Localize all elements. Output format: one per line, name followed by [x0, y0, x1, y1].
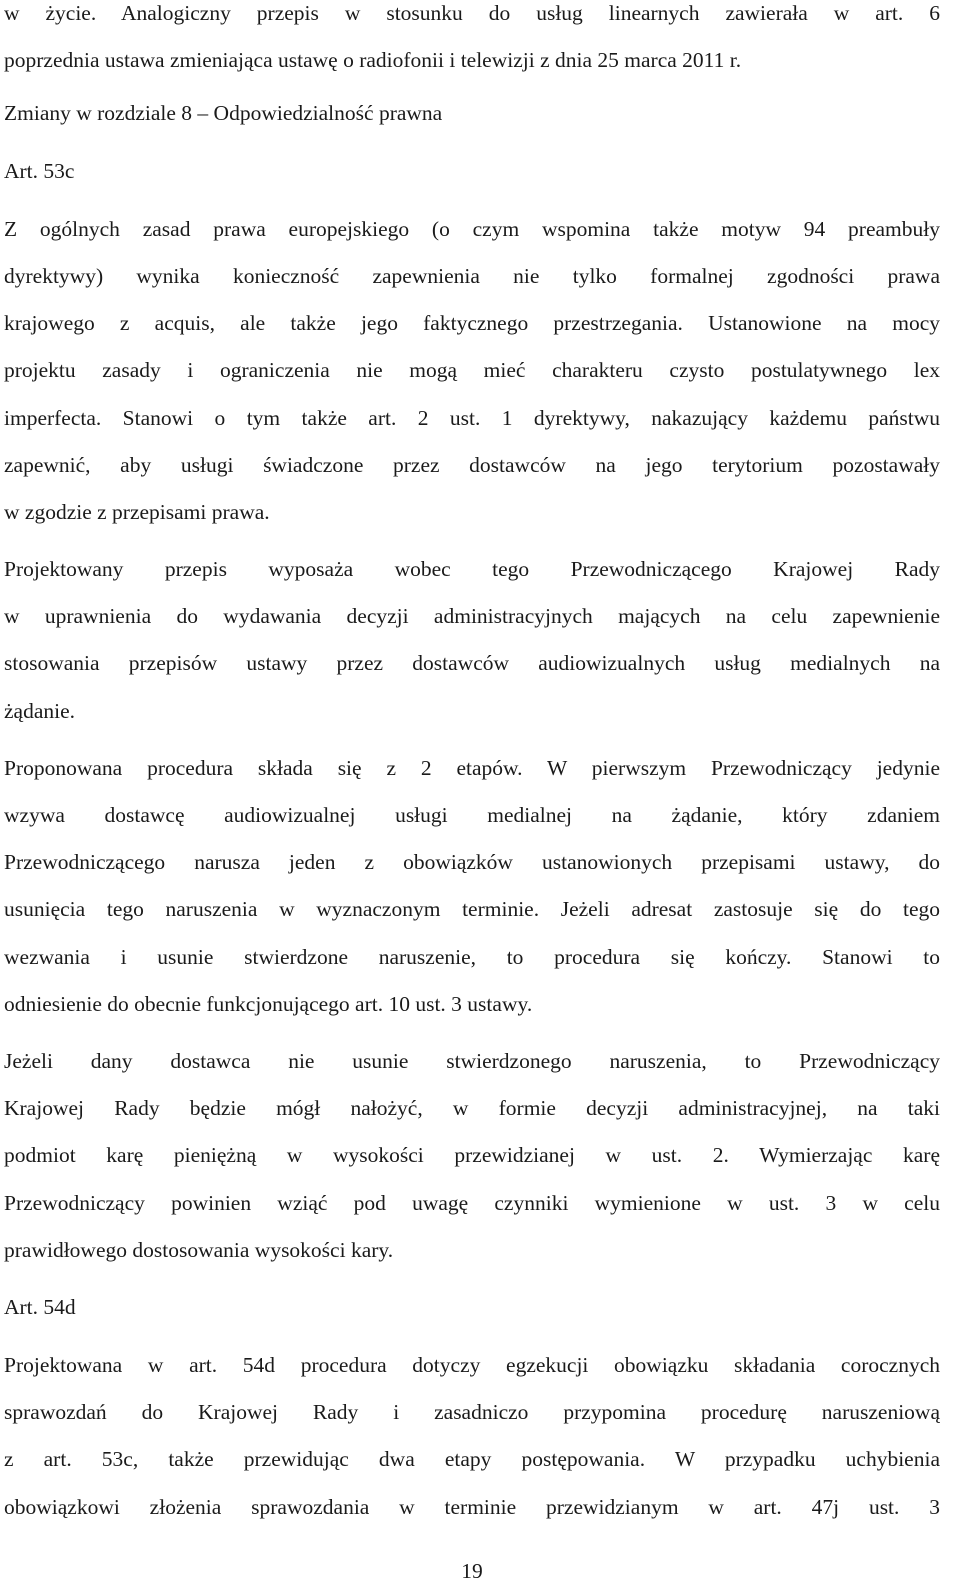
text-line: z art. 53c, także przewidując dwa etapy postępowania. W przypadku uchybienia: [4, 1447, 940, 1472]
text-line: wzywa dostawcę audiowizualnej usługi medialnej na żądanie, który zdaniem: [4, 803, 940, 827]
text-line: sprawozdań do Krajowej Rady i zasadniczo przypomina procedurę naruszeniową: [4, 1400, 940, 1425]
text-line: w życie. Analogiczny przepis w stosunku do usług linearnych zawierała w art. 6: [4, 1, 940, 25]
text-line: Przewodniczącego narusza jeden z obowiązków ustanowionych przepisami ustawy, do: [4, 850, 940, 875]
text-line: Art. 53c: [4, 158, 75, 183]
paragraph: [4, 1342, 940, 1531]
text-line: Z ogólnych zasad prawa europejskiego (o czym wspomina także motyw 94 preambuły: [4, 216, 940, 241]
text-line: poprzednia ustawa zmieniająca ustawę o radiofonii i telewizji z dnia 25 marca 2011 r.: [4, 48, 742, 73]
text-line: w zgodzie z przepisami prawa.: [4, 499, 270, 524]
text-line: Art. 54d: [4, 1294, 76, 1319]
text-line: stosowania przepisów ustawy przez dostawców audiowizualnych usług medialnych na: [4, 651, 940, 676]
text-line: odniesienie do obecnie funkcjonującego art. 10 ust. 3 ustawy.: [4, 991, 533, 1016]
document-page: [4, 0, 940, 1531]
text-line: dyrektywy) wynika konieczność zapewnienia nie tylko formalnej zgodności prawa: [4, 263, 940, 288]
paragraph: [4, 745, 940, 1028]
text-line: w uprawnienia do wydawania decyzji administracyjnych mających na celu zapewnienie: [4, 604, 940, 629]
paragraph: [4, 0, 940, 84]
text-line: prawidłowego dostosowania wysokości kary.: [4, 1237, 394, 1262]
paragraph: [4, 546, 940, 735]
article-label: [4, 1284, 940, 1331]
text-line: Proponowana procedura składa się z 2 etapów. W pierwszym Przewodniczący jedynie: [4, 755, 940, 780]
text-line: usunięcia tego naruszenia w wyznaczonym terminie. Jeżeli adresat zastosuje się do tego: [4, 897, 940, 922]
text-line: Jeżeli dany dostawca nie usunie stwierdzonego naruszenia, to Przewodniczący: [4, 1048, 940, 1073]
text-line: Przewodniczący powinien wziąć pod uwagę czynniki wymienione w ust. 3 w celu: [4, 1190, 940, 1215]
text-line: Zmiany w rozdziale 8 – Odpowiedzialność prawna: [4, 101, 443, 126]
text-line: projektu zasady i ograniczenia nie mogą mieć charakteru czysto postulatywnego lex: [4, 358, 940, 383]
page-number: 19: [461, 1559, 483, 1583]
text-line: podmiot karę pieniężną w wysokości przewidzianej w ust. 2. Wymierzając karę: [4, 1143, 940, 1168]
text-line: imperfecta. Stanowi o tym także art. 2 ust. 1 dyrektywy, nakazujący każdemu państwu: [4, 405, 940, 430]
paragraph: [4, 206, 940, 536]
article-label: [4, 148, 940, 195]
text-line: obowiązkowi złożenia sprawozdania w terminie przewidzianym w art. 47j ust. 3: [4, 1494, 940, 1519]
text-line: wezwania i usunie stwierdzone naruszenie, to procedura się kończy. Stanowi to: [4, 944, 940, 969]
text-line: żądanie.: [4, 698, 76, 723]
text-line: zapewnić, aby usługi świadczone przez dostawców na jego terytorium pozostawały: [4, 452, 940, 477]
text-line: Projektowany przepis wyposaża wobec tego Przewodniczącego Krajowej Rady: [4, 557, 940, 582]
text-line: Krajowej Rady będzie mógł nałożyć, w formie decyzji administracyjnej, na taki: [4, 1096, 940, 1121]
text-line: krajowego z acquis, ale także jego faktycznego przestrzegania. Ustanowione na mocy: [4, 311, 940, 336]
text-line: Projektowana w art. 54d procedura dotyczy egzekucji obowiązku składania corocznych: [4, 1353, 940, 1378]
section-heading: [4, 90, 940, 137]
paragraph: [4, 1038, 940, 1274]
